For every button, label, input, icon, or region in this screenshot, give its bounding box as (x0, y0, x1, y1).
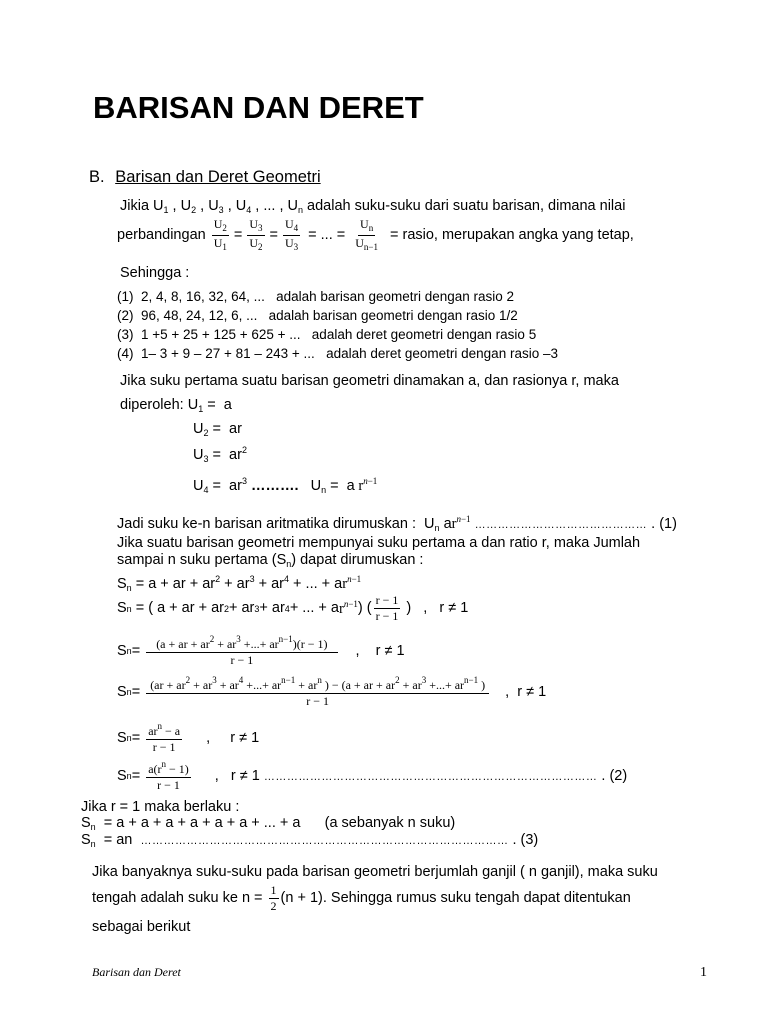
ratio-line: perbandingan $\frac{U_2}{U_1}$ = $\frac{U_3}{U_2}$ = $\frac{U_4}{U_3}$ = ... = $\frac{U_n}{U_{n-1}}$ = rasio, merupakan angka yang tetap, (117, 217, 634, 252)
example-item: (1) 2, 4, 8, 16, 32, 64, ... adalah barisan geometri dengan rasio 2 (117, 289, 515, 304)
sn-fraction-3: S n = $\frac{ar^n - a}{r - 1}$ , r ≠ 1 (117, 721, 260, 755)
middle-text-3: sebagai berikut (92, 919, 191, 935)
u1-line: diperoleh: $U_1 = a$ (120, 397, 232, 414)
eq2-line: S n = $\frac{a(r^n - 1)}{r - 1}$ , r ≠ 1 …………………………………………………………………………… . (2) (117, 759, 628, 793)
sehingga-label: Sehingga : (120, 265, 190, 281)
sn-fraction-1: S n = $\frac{(a + ar + ar^2 + ar^3 +...+ ar^{n-1})(r - 1)}{r - 1}$ , r ≠ 1 (117, 634, 405, 668)
middle-text-1: Jika banyaknya suku-suku pada barisan geometri berjumlah ganjil ( n ganjil), maka suku (92, 864, 658, 880)
u4-line: $U_4 = ar^3$ ………. $U_n = a$ $r^{n-1}$ (193, 476, 378, 495)
middle-text-2: tengah adalah suku ke n = $\frac{1}{2}$ (n + 1). Sehingga rumus suku tengah dapat ditentukan (92, 883, 631, 914)
sn-multiply: S n = ( a + ar + ar 2 + ar 3 + ar 4 + ... + a $r^{n-1}$ ) ( $\frac{r - 1}{r - 1}$ ) , r ≠ 1 (117, 593, 469, 624)
section-title: Barisan dan Deret Geometri (115, 168, 321, 186)
page-number: 1 (700, 965, 707, 980)
page-title: BARISAN DAN DERET (93, 90, 424, 125)
sn-fraction-2: S n = ($ar + ar^2 + ar^3 + ar^4$ +...+ $ar^{n-1} + ar^n$ ) − (a + ar + $ar^2 + ar^3$ +...+ $ar^{n-1}$ ) r − 1 , r ≠ 1 (117, 675, 547, 709)
example-item: (4) 1– 3 + 9 – 27 + 81 – 243 + ... adalah deret geometri dengan rasio –3 (117, 346, 558, 361)
sn-series: $S_n = a$ + ar + $ar^2 + ar^3 + ar^4$ + ... + $ar^{n-1}$ (117, 574, 362, 593)
first-term-text: Jika suku pertama suatu barisan geometri dinamakan a, dan rasionya r, maka (120, 373, 619, 389)
u2-line: $U_2$ = ar (193, 421, 242, 438)
u3-line: $U_3 = ar^2$ (193, 445, 247, 464)
example-item: (3) 1 +5 + 25 + 125 + 625 + ... adalah deret geometri dengan rasio 5 (117, 327, 537, 342)
sum-intro-1: Jika suatu barisan geometri mempunyai suku pertama a dan ratio r, maka Jumlah (117, 535, 641, 551)
intro-line-1: Jikia $U_1$ , $U_2$ , $U_3$ , $U_4$ , ... , $U_n$ adalah suku-suku dari suatu barisan, dimana nilai (120, 198, 626, 215)
eq1-line: Jadi suku ke-n barisan aritmatika dirumuskan : $U_n$ $ar^{n-1}$ ……………………………………… . (1) (117, 514, 677, 533)
examples-list (117, 289, 558, 365)
eq3-line: $S_n$ = an …………………………………………………………………………………… . (3) (81, 832, 539, 849)
section-heading (89, 168, 321, 187)
footer-title: Barisan dan Deret (92, 965, 181, 979)
sum-intro-2: sampai n suku pertama $(S_n)$ dapat dirumuskan : (117, 552, 424, 569)
section-letter: B. (89, 168, 105, 186)
example-item: (2) 96, 48, 24, 12, 6, ... adalah barisan geometri dengan rasio 1/2 (117, 308, 518, 323)
sn-repeat-line: $S_n = a + a + a + a + a + a$ + ... + a (a sebanyak n suku) (81, 815, 456, 832)
r-eq-1-text: Jika r = 1 maka berlaku : (81, 799, 240, 815)
